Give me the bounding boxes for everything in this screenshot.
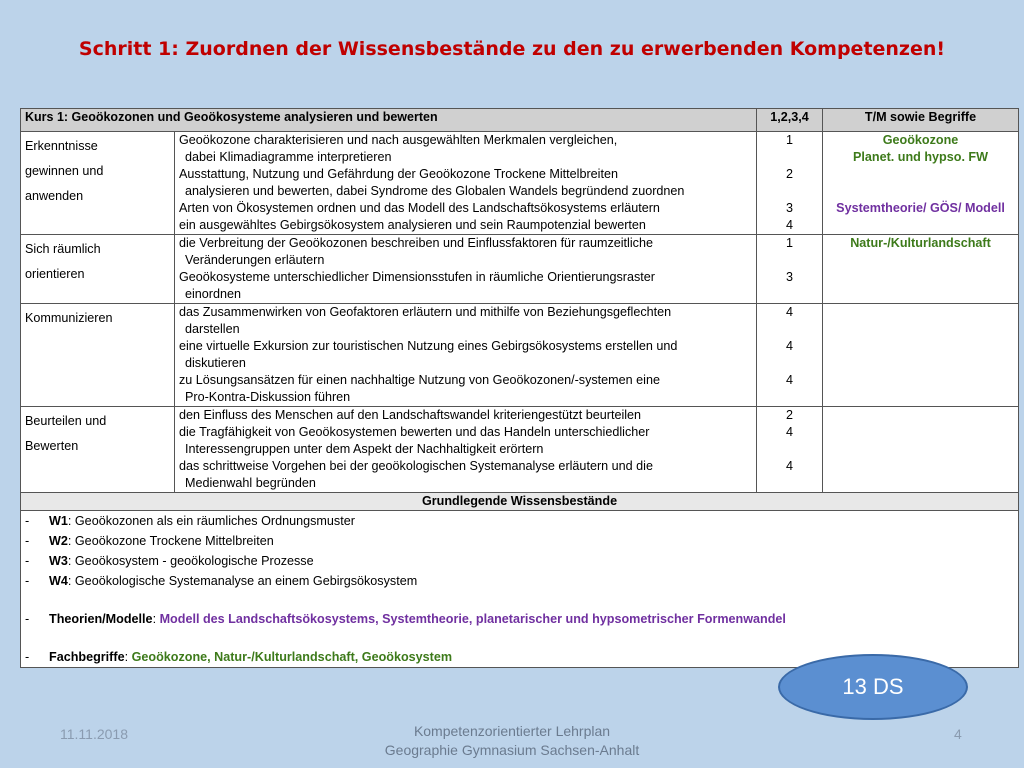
competence-text: Geoökozone charakterisieren und nach ausgewählten Merkmalen vergleichen, dabei Klimadiagramme interpretieren Ausstattung, Nutzung und Gefährdung der Geoökozone Trockene Mittelbreiten analysieren und bewerten, dabei Syndrome des Globalen Wandels begründend zuordnen Arten von Ökosystemen ordnen und das Modell des Landschaftsökosystems erläutern ein ausgewähltes Gebirgsökosystem analysieren und sein Raumpotenzial bewerten — [175, 132, 757, 235]
list-item: - W2: Geoökozone Trockene Mittelbreiten — [25, 534, 274, 548]
table-row — [21, 235, 1019, 304]
list-item: - Fachbegriffe: Geoökozone, Natur-/Kulturlandschaft, Geoökosystem — [25, 650, 453, 664]
competence-table — [20, 108, 1019, 668]
table-row — [21, 132, 1019, 235]
competence-text: das Zusammenwirken von Geofaktoren erläutern und mithilfe von Beziehungsgeflechten darstellen eine virtuelle Exkursion zur touristischen Nutzung eines Gebirgsökosystems erstellen und diskutieren zu Lösungsansätzen für einen nachhaltige Nutzung von Geoökozonen/-systemen eine Pro-Kontra-Diskussion führen — [175, 304, 757, 407]
competence-label: Sich räumlich orientieren — [21, 235, 175, 304]
tm-terms — [823, 407, 1019, 493]
tm-terms: Natur-/Kulturlandschaft — [823, 235, 1019, 304]
competence-label: Kommunizieren — [21, 304, 175, 407]
page-number: 4 — [954, 726, 962, 742]
knowledge-header-row — [21, 493, 1019, 511]
competence-text: den Einfluss des Menschen auf den Landschaftswandel kriteriengestützt beurteilen die Tragfähigkeit von Geoökosystemen bewerten und das Handeln unterschiedlicher Interessengruppen unter dem Aspekt der Nachhaltigkeit erörtern das schrittweise Vorgehen bei der geoökologischen Systemanalyse erläutern und die Medienwahl begründen — [175, 407, 757, 493]
course-title: Kurs 1: Geoökozonen und Geoökosysteme analysieren und bewerten — [21, 109, 757, 132]
header-numbers: 1,2,3,4 — [757, 109, 823, 132]
knowledge-header: Grundlegende Wissensbestände — [21, 493, 1019, 511]
tm-terms — [823, 304, 1019, 407]
list-item: - Theorien/Modelle: Modell des Landschaftsökosystems, Systemtheorie, planetarischer und hypsometrischer Formenwandel — [25, 612, 786, 626]
header-tm: T/M sowie Begriffe — [823, 109, 1019, 132]
table-header-row — [21, 109, 1019, 132]
knowledge-numbers: 4 4 4 — [757, 304, 823, 407]
table-row — [21, 304, 1019, 407]
knowledge-numbers: 2 4 4 — [757, 407, 823, 493]
knowledge-numbers: 1 2 3 4 — [757, 132, 823, 235]
list-item: - W4: Geoökologische Systemanalyse an einem Gebirgsökosystem — [25, 574, 418, 588]
competence-label: Beurteilen und Bewerten — [21, 407, 175, 493]
competence-text: die Verbreitung der Geoökozonen beschreiben und Einflussfaktoren für raumzeitliche Veränderungen erläutern Geoökosysteme unterschiedlicher Dimensionsstufen in räumliche Orientierungsraster einordnen — [175, 235, 757, 304]
ds-badge: 13 DS — [778, 654, 968, 720]
knowledge-list-row — [21, 511, 1019, 668]
knowledge-numbers: 1 3 — [757, 235, 823, 304]
competence-label: Erkenntnisse gewinnen und anwenden — [21, 132, 175, 235]
list-item: - W3: Geoökosystem - geoökologische Prozesse — [25, 554, 314, 568]
slide-title: Schritt 1: Zuordnen der Wissensbestände zu den zu erwerbenden Kompetenzen! — [78, 38, 946, 60]
tm-terms: Geoökozone Planet. und hypso. FW Systemtheorie/ GÖS/ Modell — [823, 132, 1019, 235]
table-row — [21, 407, 1019, 493]
list-item: - W1: Geoökozonen als ein räumliches Ordnungsmuster — [25, 514, 355, 528]
footer-date: 11.11.2018 — [60, 726, 128, 742]
footer-title: Kompetenzorientierter Lehrplan Geographie Gymnasium Sachsen-Anhalt — [384, 723, 640, 758]
knowledge-list — [21, 511, 1019, 668]
